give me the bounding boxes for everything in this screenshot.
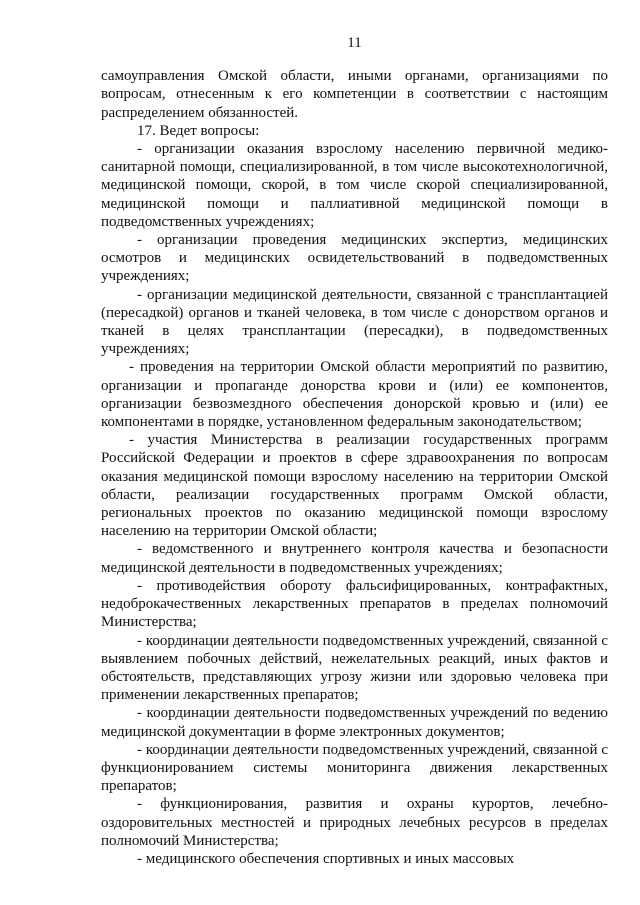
list-item: - участия Министерства в реализации государственных программ Российской Федерации и проектов в сфере здравоохранения по вопросам оказания медицинской помощи взрослому населению на территории Омской области, реализации государственных программ Омской области, региональных проектов по оказанию медицинской помощи взрослому населению на территории Омской области; <box>101 432 608 540</box>
page-number: 11 <box>347 35 362 51</box>
list-item: - функционирования, развития и охраны курортов, лечебно-оздоровительных местностей и природных лечебных ресурсов в пределах полномочий Министерства; <box>101 796 608 849</box>
list-item: - координации деятельности подведомственных учреждений по ведению медицинской документации в форме электронных документов; <box>101 705 608 740</box>
list-item: - проведения на территории Омской области мероприятий по развитию, организации и пропаганде донорства крови и (или) ее компонентов, организации безвозмездного обеспечения донорской кровью и (или) ее компонентами в порядке, установленном федеральным законодательством; <box>101 359 608 431</box>
list-item: - противодействия обороту фальсифицированных, контрафактных, недоброкачественных лекарственных препаратов в пределах полномочий Министерства; <box>101 577 608 631</box>
paragraph-continuation: самоуправления Омской области, иными органами, организациями по вопросам, отнесенным к его компетенции в соответствии с настоящим распределением обязанностей. <box>101 68 608 121</box>
list-item: - координации деятельности подведомственных учреждений, связанной с функционированием системы мониторинга движения лекарственных препаратов; <box>101 741 608 795</box>
list-item: - организации медицинской деятельности, связанной с трансплантацией (пересадкой) органов и тканей человека, в том числе с донорством органов и тканей в целях трансплантации (пересадки), в подведомственных учреждениях; <box>101 286 608 358</box>
section-heading-17: 17. Ведет вопросы: <box>137 122 260 139</box>
list-item: - организации проведения медицинских экспертиз, медицинских осмотров и медицинских освидетельствований в подведомственных учреждениях; <box>101 232 608 285</box>
list-item: - организации оказания взрослому населению первичной медико-санитарной помощи, специализированной, в том числе высокотехнологичной, медицинской помощи, скорой, в том числе скорой специализированной, медицинской помощи и паллиативной медицинской помощи в подведомственных учреждениях; <box>101 141 608 230</box>
list-item: - ведомственного и внутреннего контроля качества и безопасности медицинской деятельности в подведомственных учреждениях; <box>101 541 608 576</box>
list-item: - медицинского обеспечения спортивных и иных массовых <box>137 850 515 867</box>
list-item: - координации деятельности подведомственных учреждений, связанной с выявлением побочных действий, нежелательных реакций, иных фактов и обстоятельств, представляющих угрозу жизни или здоровью человека при применении лекарственных препаратов; <box>101 632 608 704</box>
